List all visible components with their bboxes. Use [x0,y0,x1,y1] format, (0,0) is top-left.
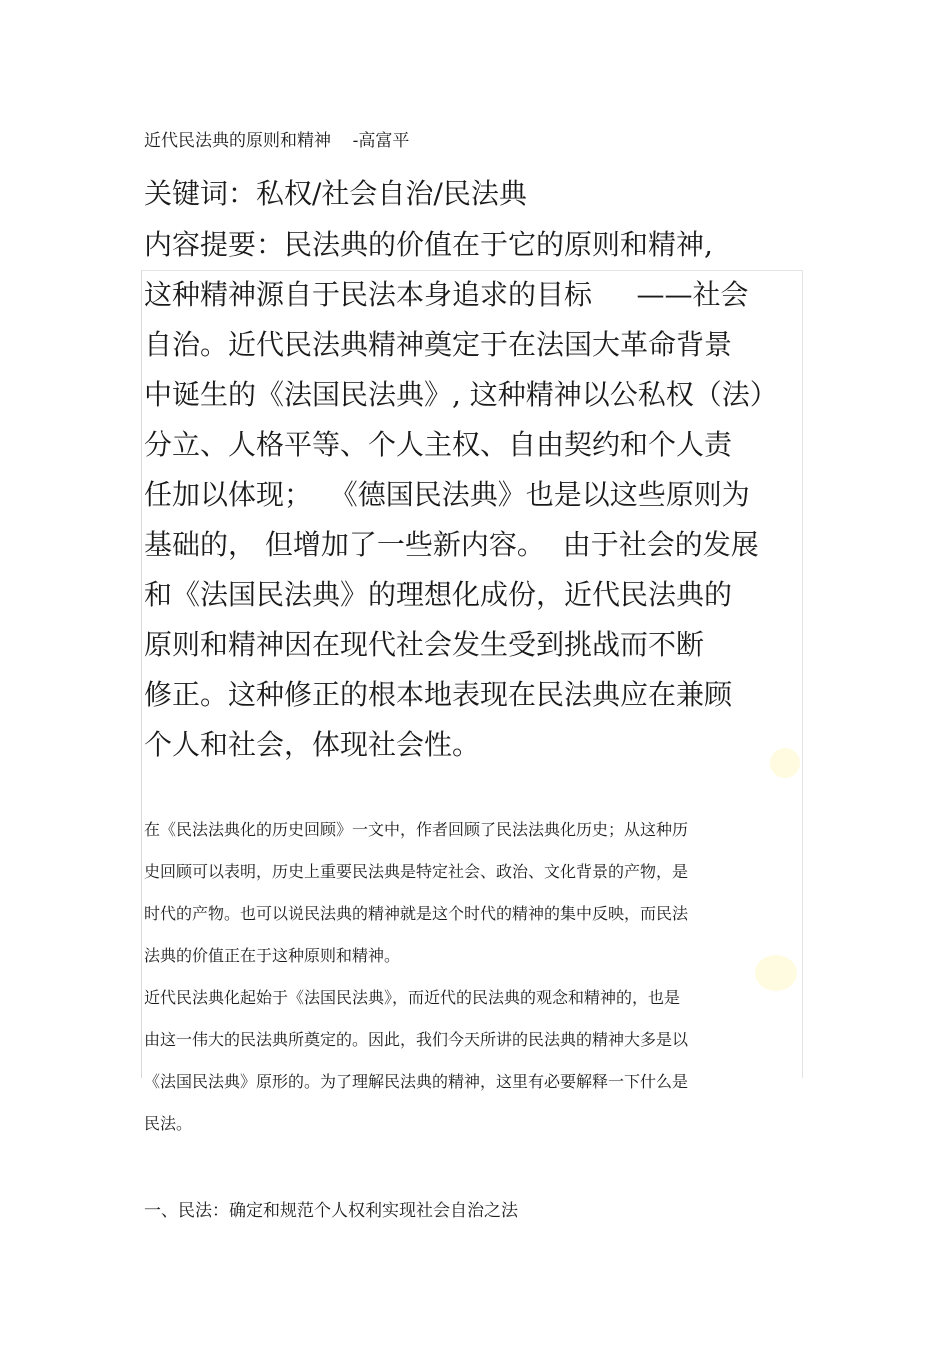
section-heading: 一、民法：确定和规范个人权利实现社会自治之法 [144,1201,518,1221]
body-line: 民法。 [144,1114,193,1133]
abstract-line: 原则和精神因在现代社会发生受到挑战而不断 [144,628,705,661]
body-paragraphs [144,814,784,1150]
abstract-line: 内容提要：民法典的价值在于它的原则和精神, [144,228,713,261]
abstract-line: 修正。这种修正的根本地表现在民法典应在兼顾 [144,678,733,711]
abstract-line: 任加以体现； 《德国民法典》也是以这些原则为 [144,478,750,511]
abstract-line: 这种精神源自于民法本身追求的目标 ——社会 [144,278,749,311]
keywords-line: 关键词：私权/社会自治/民法典 [144,177,527,210]
body-line: 近代民法典化起始于《法国民法典》，而近代的民法典的观念和精神的，也是 [144,988,681,1007]
abstract-line: 分立、人格平等、个人主权、自由契约和个人责 [144,428,733,461]
abstract-line: 自治。近代民法典精神奠定于在法国大革命背景 [144,328,733,361]
abstract [144,220,814,770]
body-line: 史回顾可以表明，历史上重要民法典是特定社会、政治、文化背景的产物，是 [144,862,689,881]
document-title: 近代民法典的原则和精神 -高富平 [144,131,410,151]
body-line: 在《民法法典化的历史回顾》一文中，作者回顾了民法法典化历史；从这种历 [144,820,689,839]
abstract-line: 和《法国民法典》的理想化成份，近代民法典的 [144,578,733,611]
body-line: 《法国民法典》原形的。为了理解民法典的精神，这里有必要解释一下什么是 [144,1072,689,1091]
body-line: 时代的产物。也可以说民法典的精神就是这个时代的精神的集中反映，而民法 [144,904,689,923]
abstract-line: 中诞生的《法国民法典》, 这种精神以公私权（法） [144,378,778,411]
body-line: 由这一伟大的民法典所奠定的。因此，我们今天所讲的民法典的精神大多是以 [144,1030,689,1049]
abstract-line: 个人和社会，体现社会性。 [144,728,481,761]
body-line: 法典的价值正在于这种原则和精神。 [144,946,401,965]
abstract-line: 基础的， 但增加了一些新内容。 由于社会的发展 [144,528,759,561]
